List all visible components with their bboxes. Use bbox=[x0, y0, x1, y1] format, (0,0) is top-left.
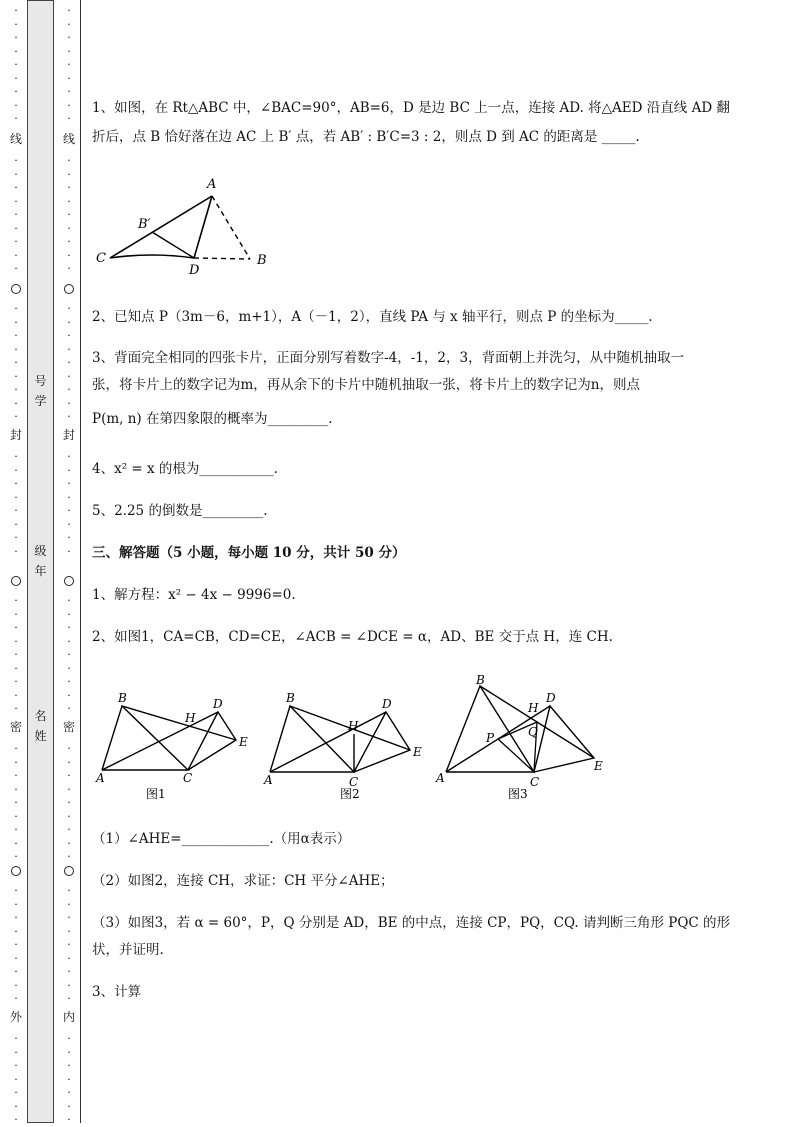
label-ming: 名 bbox=[34, 709, 47, 723]
label-B: B bbox=[118, 691, 127, 705]
circle-mark bbox=[64, 576, 74, 586]
question-5-text: 5、2.25 的倒数是_________. bbox=[92, 503, 268, 519]
circle-mark bbox=[11, 284, 21, 294]
label-D: D bbox=[546, 691, 556, 705]
label-ji: 级 bbox=[34, 544, 47, 558]
label-P: P bbox=[486, 731, 495, 745]
solve-2-part-1: （1）∠AHE=_____________.（用α表示） bbox=[92, 831, 351, 847]
dots: · · · · · · · · bbox=[14, 450, 18, 558]
inner-mark-mi: 密 bbox=[62, 720, 75, 734]
figure-caption-1: 图1 bbox=[146, 787, 166, 801]
label-D: D bbox=[213, 697, 223, 711]
label-A: A bbox=[264, 773, 273, 787]
label-H: H bbox=[348, 719, 359, 733]
solve-2-part-2: （2）如图2，连接 CH，求证：CH 平分∠AHE； bbox=[92, 873, 394, 889]
label-H: H bbox=[185, 711, 196, 725]
figure-s2-1 bbox=[92, 688, 262, 808]
inner-dot-column bbox=[62, 4, 76, 1126]
dots: · · · · · · · · · bbox=[14, 884, 18, 1005]
outer-dot-column bbox=[9, 4, 23, 1126]
label-C: C bbox=[530, 775, 540, 789]
solve-2-part-3-line-2: 状，并证明. bbox=[92, 942, 164, 958]
info-strip bbox=[27, 0, 54, 1123]
circle-mark bbox=[64, 284, 74, 294]
dots: · · · · · · · · · bbox=[67, 594, 71, 715]
label-nian: 年 bbox=[34, 564, 47, 578]
figure-caption-2: 图2 bbox=[340, 787, 360, 801]
solve-3-text: 3、计算 bbox=[92, 984, 142, 1000]
binding-margin bbox=[0, 0, 82, 1126]
outer-mark-feng: 封 bbox=[9, 428, 22, 442]
label-C: C bbox=[183, 771, 193, 785]
label-C: C bbox=[349, 775, 359, 789]
inner-mark-feng: 封 bbox=[62, 428, 75, 442]
dots: · · · · · · · · · bbox=[14, 154, 18, 275]
label-E: E bbox=[413, 745, 422, 759]
solve-2-text: 2、如图1，CA=CB，CD=CE，∠ACB = ∠DCE = α，AD、BE 交于点 H，连 CH. bbox=[92, 629, 613, 645]
figure-s2-3 bbox=[434, 674, 614, 810]
dots: · · · · · · · · · bbox=[14, 594, 18, 715]
dots: · · · · · · · bbox=[67, 1032, 71, 1126]
question-3-line-3: P(m, n) 在第四象限的概率为_________. bbox=[92, 411, 333, 427]
label-B: B bbox=[257, 253, 267, 268]
figure-caption-3: 图3 bbox=[508, 787, 528, 801]
inner-mark-xian: 线 bbox=[62, 132, 75, 146]
question-3-line-1: 3、背面完全相同的四张卡片，正面分别写着数字-4，-1，2，3，背面朝上并洗匀，从中随机抽取一 bbox=[92, 350, 685, 366]
question-4-text: 4、x² = x 的根为___________. bbox=[92, 461, 278, 477]
label-C: C bbox=[96, 251, 106, 266]
circle-mark bbox=[64, 866, 74, 876]
outer-mark-xian: 线 bbox=[9, 132, 22, 146]
question-2-text: 2、已知点 P（3m－6，m+1），A（－1，2），直线 PA 与 x 轴平行，则点 P 的坐标为_____. bbox=[92, 309, 653, 325]
dots: · · · · · · · · · bbox=[14, 742, 18, 863]
question-1-text: 1、如图，在 Rt△ABC 中，∠BAC=90°，AB=6，D 是边 BC 上一点，连接 AD. 将△AED 沿直线 AD 翻折后，点 B 恰好落在边 AC 上 B′ 点，若 AB′ : B′C=3 : 2，则点 D 到 AC 的距离是 _____. bbox=[92, 100, 730, 145]
label-E: E bbox=[594, 759, 603, 773]
label-hao: 号 bbox=[34, 374, 47, 388]
circle-mark bbox=[11, 576, 21, 586]
label-B: B bbox=[476, 674, 485, 687]
label-E: E bbox=[239, 735, 248, 749]
dots: · · · · · · · · · bbox=[67, 742, 71, 863]
figure-s2-2 bbox=[260, 688, 430, 808]
solve-2-part-3-line-1: （3）如图3，若 α = 60°，P，Q 分别是 AD，BE 的中点，连接 CP，PQ，CQ. 请判断三角形 PQC 的形 bbox=[92, 915, 731, 931]
label-A: A bbox=[436, 771, 445, 785]
section-3-title: 三、解答题（5 小题，每小题 10 分，共计 50 分） bbox=[92, 545, 406, 561]
dots: · · · · · · · · · bbox=[14, 4, 18, 125]
figure-q1 bbox=[92, 170, 282, 280]
dots: · · · · · · · · · bbox=[67, 4, 71, 125]
dots: · · · · · · · · · bbox=[67, 154, 71, 275]
question-3-line-2: 张，将卡片上的数字记为m，再从余下的卡片中随机抽取一张，将卡片上的数字记为n，则点 bbox=[92, 377, 640, 393]
circle-mark bbox=[11, 866, 21, 876]
outer-mark-mi: 密 bbox=[9, 720, 22, 734]
label-A: A bbox=[96, 771, 105, 785]
dots: · · · · · · · bbox=[14, 1032, 18, 1126]
solve-1-text: 1、解方程：x² − 4x − 9996=0. bbox=[92, 587, 296, 603]
dots: · · · · · · · · · bbox=[67, 302, 71, 423]
label-B-prime: B′ bbox=[138, 217, 151, 232]
inner-mark-nei: 内 bbox=[62, 1010, 75, 1024]
label-xue: 学 bbox=[34, 394, 47, 408]
label-xing: 姓 bbox=[34, 729, 47, 743]
binding-line bbox=[80, 0, 81, 1123]
label-Q: Q bbox=[528, 725, 538, 739]
dots: · · · · · · · · · bbox=[67, 884, 71, 1005]
dots: · · · · · · · · · bbox=[14, 302, 18, 423]
label-H: H bbox=[528, 701, 539, 715]
outer-mark-wai: 外 bbox=[9, 1010, 22, 1024]
label-B: B bbox=[286, 691, 295, 705]
label-A: A bbox=[207, 177, 217, 192]
label-D: D bbox=[382, 697, 392, 711]
dots: · · · · · · · · bbox=[67, 450, 71, 558]
label-D: D bbox=[189, 263, 200, 278]
